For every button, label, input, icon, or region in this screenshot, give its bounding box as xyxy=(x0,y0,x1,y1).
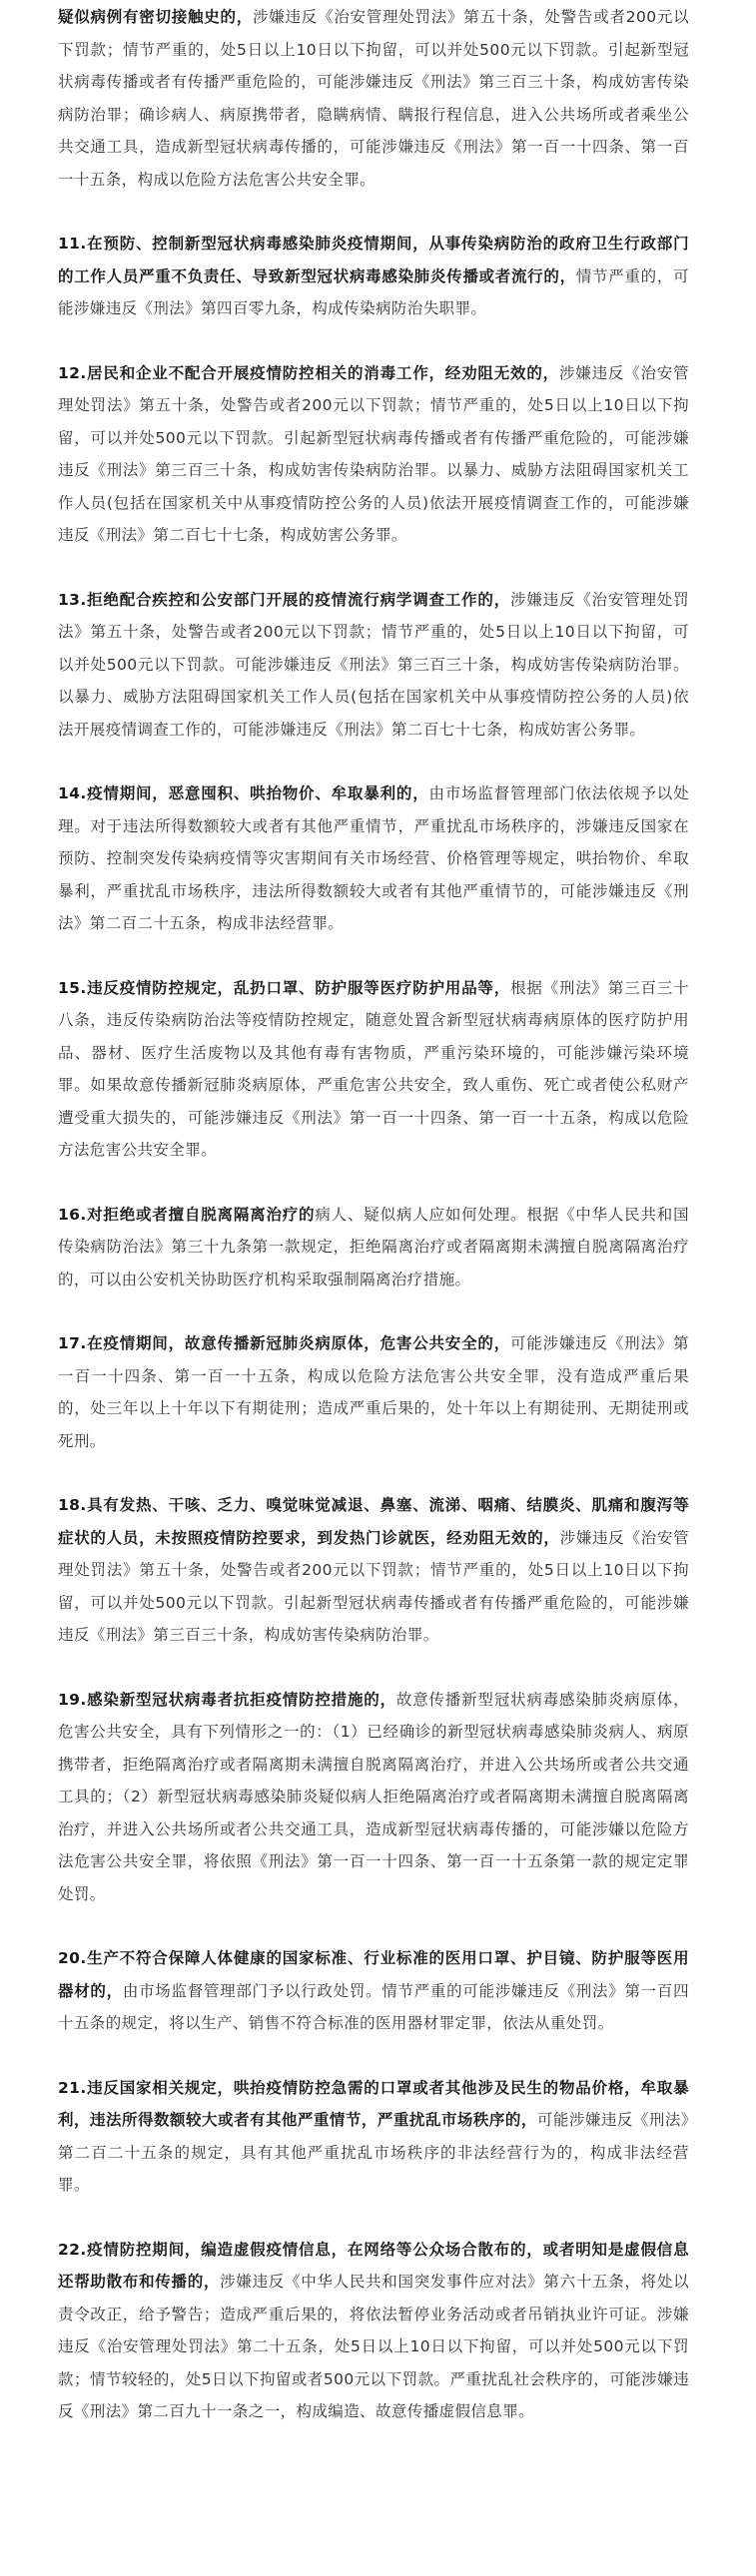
clause-lead: 感染新型冠状病毒者抗拒疫情防控措施的， xyxy=(86,1690,396,1709)
clause-22 xyxy=(58,2234,689,2428)
clause-body: 病人、疑似病人应如何处理。根据《中华人民共和国传染病防治法》第三十九条第一款规定，拒绝隔离治疗或者隔离期未满擅自脱离隔离治疗的，可以由公安机关协助医疗机构采取强制隔离治疗措施。 xyxy=(58,1205,690,1288)
clause-number: 12. xyxy=(58,363,87,382)
clause-body: 涉嫌违反《中华人民共和国突发事件应对法》第六十五条，将处以责令改正，给予警告；造成严重后果的，将依法暂停业务活动或者吊销执业许可证。涉嫌违反《治安管理处罚法》第二十五条，处5日以上10日以下拘留，可以并处500元以下罚款；情节较轻的，处5日以下拘留或者500元以下罚款。严重扰乱社会秩序的，可能涉嫌违反《刑法》第二百九十一条之一，构成编造、故意传播虚假信息罪。 xyxy=(58,2273,689,2420)
clause-body: 涉嫌违反《治安管理处罚法》第五十条，处警告或者200元以下罚款；情节严重的，处5日以上10日以下拘留，可以并处500元以下罚款。引起新型冠状病毒传播或者有传播严重危险的，可能涉嫌违反《刑法》第三百三十条，构成妨害传染病防治罪。 xyxy=(58,1528,690,1644)
spacer xyxy=(58,1295,689,1327)
clause-body: 涉嫌违反《治安管理处罚法》第五十条，处警告或者200元以下罚款；情节严重的，处5日以上10日以下拘留，可以并处500元以下罚款。可能涉嫌违反《刑法》第三百三十条，构成妨害传染病防治罪。以暴力、威胁方法阻碍国家机关工作人员(包括在国家机关中从事疫情防控公务的人员)依法开展疫情调查工作的，可能涉嫌违反《刑法》第二百七十七条，构成妨害公务罪。 xyxy=(58,590,689,739)
clause-lead: 在预防、控制新型冠状病毒感染肺炎疫情期间，从事传染病防治的政府卫生行政部门的工作人员严重不负责任、导致新型冠状病毒感染肺炎传播或者流行的， xyxy=(58,235,689,285)
clause-14 xyxy=(58,777,689,940)
clause-lead: 违反国家相关规定，哄抬疫情防控急需的口罩或者其他涉及民生的物品价格，牟取暴利，违法所得数额较大或者有其他严重情节，严重扰乱市场秩序的， xyxy=(58,2078,689,2129)
clause-18 xyxy=(58,1489,689,1652)
clause-number: 22. xyxy=(58,2240,87,2259)
clause-body: 可能涉嫌违反《刑法》第一百一十四条、第一百一十五条，构成以危险方法危害公共安全罪，没有造成严重后果的，处三年以上十年以下有期徒刑；造成严重后果的，处十年以上有期徒刑、无期徒刑或死刑。 xyxy=(58,1334,689,1450)
article-body xyxy=(58,0,689,2428)
clause-lead: 违反疫情防控规定，乱扔口罩、防护服等医疗防护用品等， xyxy=(86,978,511,997)
spacer xyxy=(58,1910,689,1942)
clause-number: 13. xyxy=(58,590,87,609)
spacer xyxy=(58,940,689,972)
clause-number: 11. xyxy=(58,235,87,253)
clause-body: 根据《刑法》第三百三十八条，违反传染病防治法等疫情防控规定，随意处置含新型冠状病毒病原体的医疗防护用品、器材、医疗生活废物以及其他有毒有害物质，严重污染环境的，可能涉嫌污染环境罪。如果故意传播新冠肺炎病原体，严重危害公共安全，致人重伤、死亡或者使公私财产遭受重大损失的，可能涉嫌违反《刑法》第一百一十四条、第一百一十五条，构成以危险方法危害公共安全罪。 xyxy=(58,978,689,1159)
clause-12 xyxy=(58,357,689,552)
clause-number: 17. xyxy=(58,1334,87,1352)
clause-body: 由市场监督管理部门予以行政处罚。情节严重的可能涉嫌违反《刑法》第一百四十五条的规定，将以生产、销售不符合标准的医用器材罪定罪，依法从重处罚。 xyxy=(58,1981,689,2032)
clause-lead: 疑似病例有密切接触史的， xyxy=(58,8,253,26)
spacer xyxy=(58,746,689,777)
clause-lead: 生产不符合保障人体健康的国家标准、行业标准的医用口罩、护目镜、防护服等医用器材的， xyxy=(58,1949,689,2000)
clause-number: 20. xyxy=(58,1949,87,1967)
clause-15 xyxy=(58,972,689,1167)
spacer xyxy=(58,552,689,584)
clause-19 xyxy=(58,1684,689,1911)
clause-body: 由市场监督管理部门依法依规予以处理。对于违法所得数额较大或者有其他严重情节，严重扰乱市场秩序的，涉嫌违反国家在预防、控制突发传染病疫情等灾害期间有关市场经营、价格管理等规定，哄抬物价、牟取暴利，严重扰乱市场秩序，违法所得数额较大或者有其他严重情节的，可能涉嫌违反《刑法》第二百二十五条，构成非法经营罪。 xyxy=(58,784,690,932)
clause-17 xyxy=(58,1327,689,1457)
clause-lead: 居民和企业不配合开展疫情防控相关的消毒工作，经劝阻无效的， xyxy=(86,363,559,382)
spacer xyxy=(58,325,689,357)
spacer xyxy=(58,1457,689,1489)
spacer xyxy=(58,1167,689,1199)
clause-lead: 疫情期间，恶意囤积、哄抬物价、牟取暴利的， xyxy=(86,784,429,802)
clause-body: 涉嫌违反《治安管理处罚法》第五十条，处警告或者200元以下罚款；情节严重的，处5日以上10日以下拘留，可以并处500元以下罚款。引起新型冠状病毒传播或者有传播严重危险的，可能涉嫌违反《刑法》第三百三十条，构成妨害传染病防治罪。以暴力、威胁方法阻碍国家机关工作人员(包括在国家机关中从事疫情防控公务的人员)依法开展疫情调查工作的，可能涉嫌违反《刑法》第二百七十七条，构成妨害公务罪。 xyxy=(58,363,689,544)
clause-lead: 对拒绝或者擅自脱离隔离治疗的 xyxy=(86,1205,316,1224)
clause-21 xyxy=(58,2072,689,2202)
clause-number: 15. xyxy=(58,978,87,997)
clause-lead: 具有发热、干咳、乏力、嗅觉味觉减退、鼻塞、流涕、咽痛、结膜炎、肌痛和腹泻等症状的人员，未按照疫情防控要求，到发热门诊就医，经劝阻无效的， xyxy=(58,1496,689,1547)
clause-number: 14. xyxy=(58,784,87,802)
spacer xyxy=(58,196,689,228)
clause-lead: 疫情防控期间，编造虚假疫情信息，在网络等公众场合散布的，或者明知是虚假信息还帮助散布和传播的， xyxy=(58,2240,689,2291)
clause-lead: 在疫情期间，故意传播新冠肺炎病原体，危害公共安全的， xyxy=(86,1334,511,1352)
clause-13 xyxy=(58,584,689,747)
clause-lead: 拒绝配合疾控和公安部门开展的疫情流行病学调查工作的， xyxy=(86,590,511,609)
clause-body: 可能涉嫌违反《刑法》第二百二十五条的规定，具有其他严重扰乱市场秩序的非法经营行为的，构成非法经营罪。 xyxy=(58,2111,689,2194)
clause-body: 涉嫌违反《治安管理处罚法》第五十条，处警告或者200元以下罚款；情节严重的，处5日以上10日以下拘留，可以并处500元以下罚款。引起新型冠状病毒传播或者有传播严重危险的，可能涉嫌违反《刑法》第三百三十条，构成妨害传染病防治罪；确诊病人、病原携带者，隐瞒病情、瞒报行程信息，进入公共场所或者乘坐公共交通工具，造成新型冠状病毒传播的，可能涉嫌违反《刑法》第一百一十四条、第一百一十五条，构成以危险方法危害公共安全罪。 xyxy=(58,8,689,189)
clause-number: 21. xyxy=(58,2078,87,2097)
clause-16 xyxy=(58,1199,689,1296)
clause-number: 18. xyxy=(58,1496,87,1514)
clause-number: 19. xyxy=(58,1690,87,1709)
clause-number: 16. xyxy=(58,1205,87,1224)
clause-10-continued xyxy=(58,1,689,196)
clause-20 xyxy=(58,1942,689,2040)
clause-body: 故意传播新型冠状病毒感染肺炎病原体，危害公共安全，具有下列情形之一的：（1）已经确诊的新型冠状病毒感染肺炎病人、病原携带者，拒绝隔离治疗或者隔离期未满擅自脱离隔离治疗，并进入公共场所或者公共交通工具的；（2）新型冠状病毒感染肺炎疑似病人拒绝隔离治疗或者隔离期未满擅自脱离隔离治疗，并进入公共场所或者公共交通工具，造成新型冠状病毒传播的，可能涉嫌以危险方法危害公共安全罪，将依照《刑法》第一百一十四条、第一百一十五条第一款的规定定罪处罚。 xyxy=(58,1690,689,1903)
clause-11 xyxy=(58,228,689,325)
clause-body: 情节严重的，可能涉嫌违反《刑法》第四百零九条，构成传染病防治失职罪。 xyxy=(58,266,689,317)
spacer xyxy=(58,2202,689,2234)
spacer xyxy=(58,1652,689,1684)
spacer xyxy=(58,2040,689,2072)
